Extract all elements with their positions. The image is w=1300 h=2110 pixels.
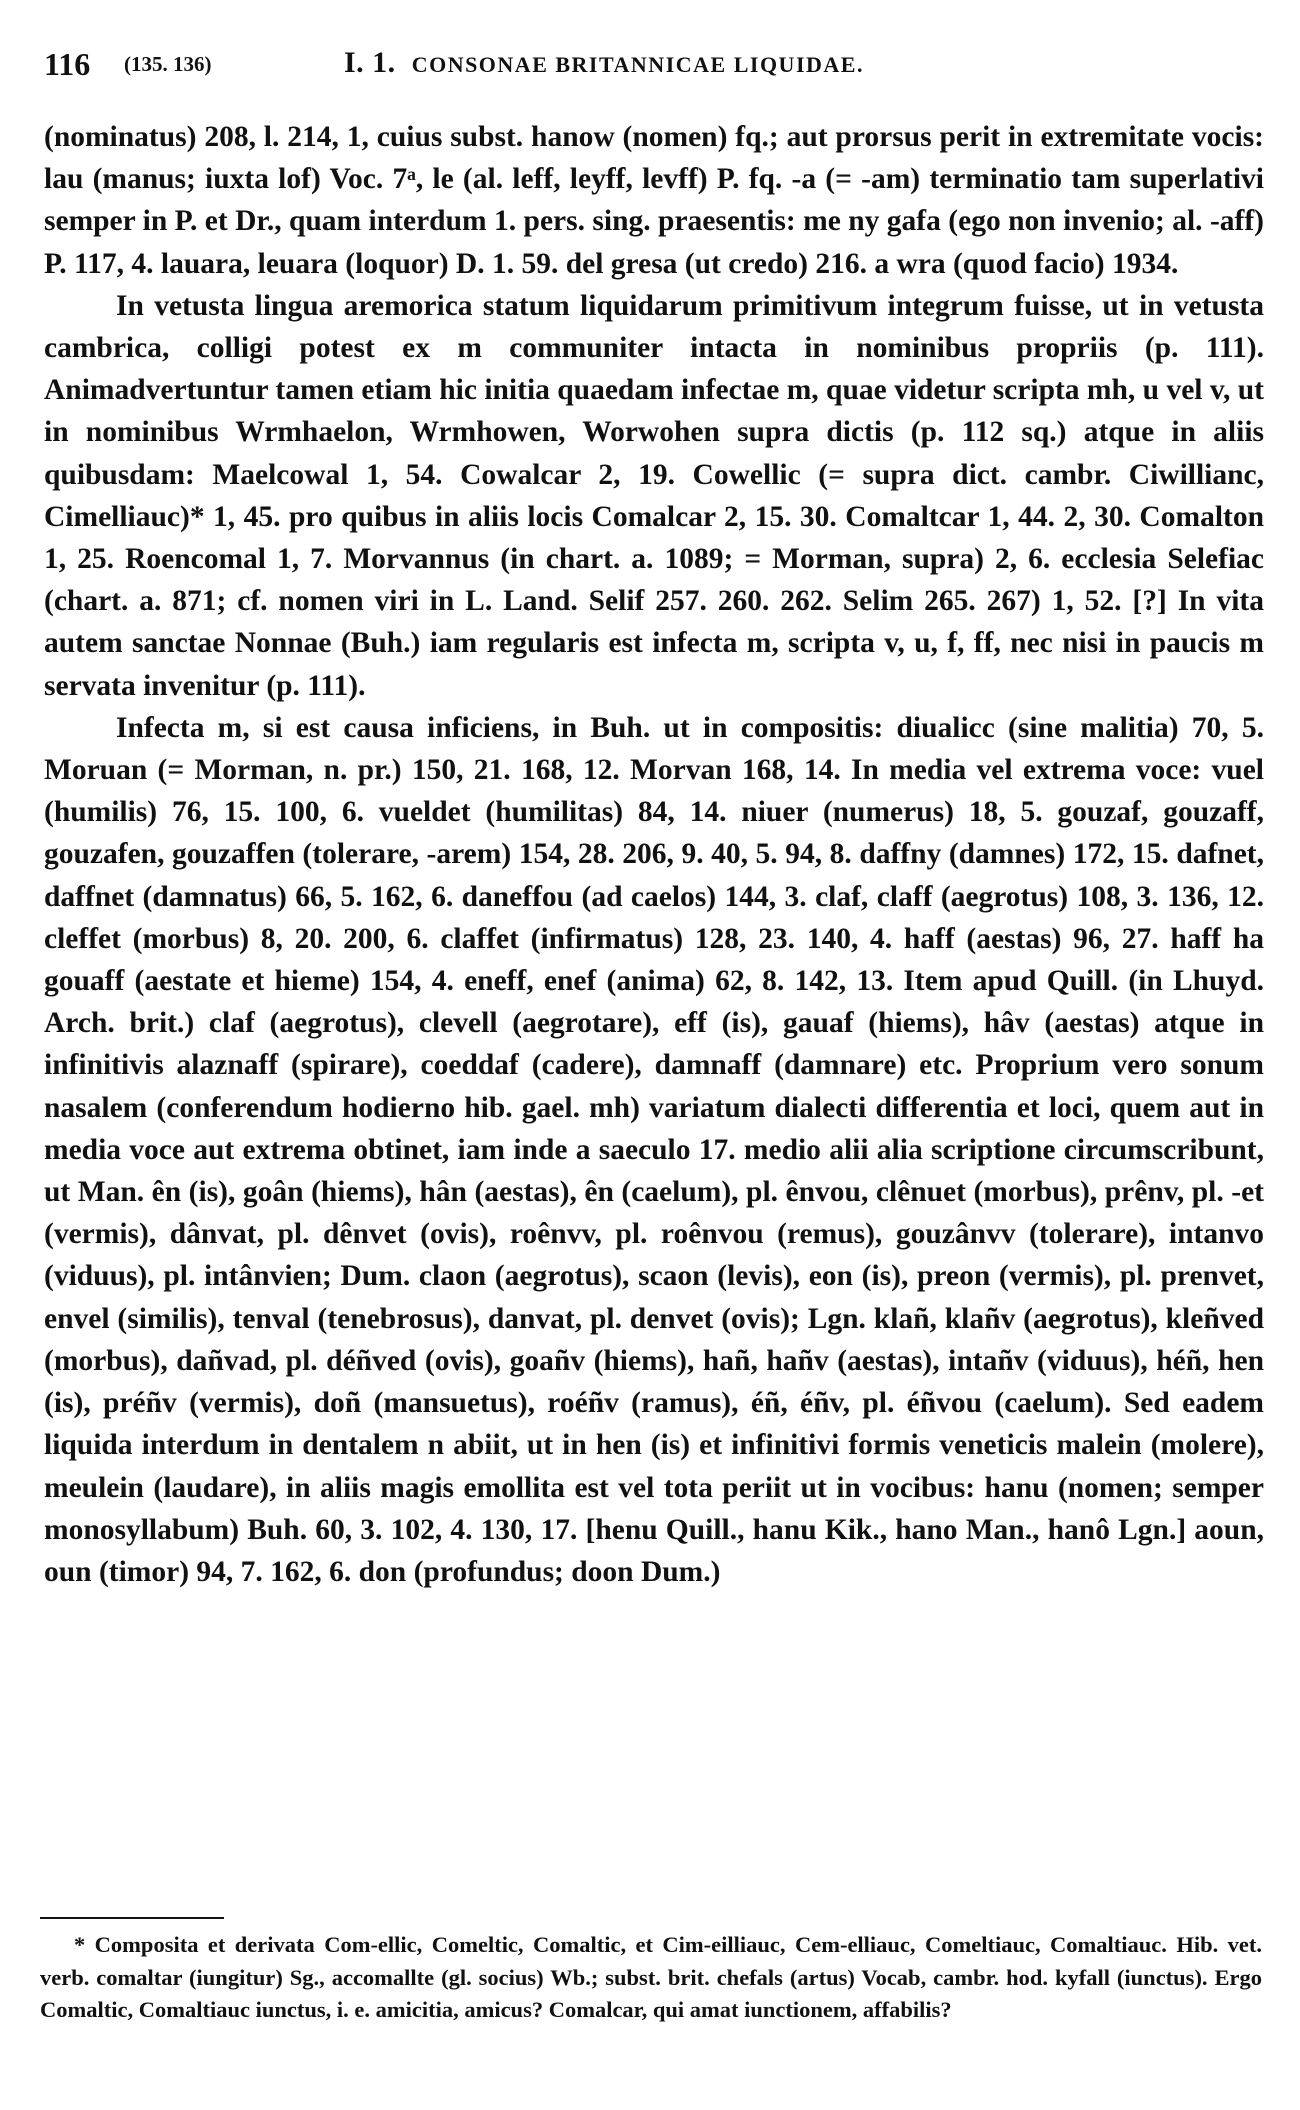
running-header (40, 36, 1260, 102)
running-title-text: CONSONAE BRITANNICAE LIQUIDAE. (411, 52, 864, 77)
paragraph-3: Infecta m, si est causa inficiens, in Buh. ut in compositis: diualicc (sine malitia) 70, 5. Moruan (= Morman, n. pr.) 150, 21. 168, 12. Morvan 168, 14. In media vel extrema voce: vuel (humilis) 76, 15. 100, 6. vueldet (humilitas) 84, 14. niuer (numerus) 18, 5. gouzaf, gouzaff, gouzafen, gouzaffen (tolerare, -arem) 154, 28. 206, 9. 40, 5. 94, 8. daffny (damnes) 172, 15. dafnet, daffnet (damnatus) 66, 5. 162, 6. daneffou (ad caelos) 144, 3. claf, claff (aegrotus) 108, 3. 136, 12. cleffet (morbus) 8, 20. 200, 6. claffet (infirmatus) 128, 23. 140, 4. haff (aestas) 96, 27. haff ha gouaff (aestate et hieme) 154, 4. eneff, enef (anima) 62, 8. 142, 13. Item apud Quill. (in Lhuyd. Arch. brit.) claf (aegrotus), clevell (aegrotare), eff (is), gauaf (hiems), hâv (aestas) atque in infinitivis alaznaff (spirare), coeddaf (cadere), damnaff (damnare) etc. Proprium vero sonum nasalem (conferendum hodierno hib. gael. mh) variatum dialecti differentia et loci, quem aut in media voce aut extrema obtinet, iam inde a saeculo 17. medio alii alia scriptione circumscribunt, ut Man. ên (is), goân (hiems), hân (aestas), ên (caelum), pl. ênvou, clênuet (morbus), prênv, pl. -et (vermis), dânvat, pl. dênvet (ovis), roênvv, pl. roênvou (remus), gouzânvv (tolerare), intanvo (viduus), pl. intânvien; Dum. claon (aegrotus), scaon (levis), eon (is), preon (vermis), pl. prenvet, envel (similis), tenval (tenebrosus), danvat, pl. denvet (ovis); Lgn. klañ, klañv (aegrotus), kleñved (morbus), dañvad, pl. déñved (ovis), goañv (hiems), hañ, hañv (aestas), intañv (viduus), héñ, hen (is), préñv (vermis), doñ (mansuetus), roéñv (ramus), éñ, éñv, pl. éñvou (caelum). Sed eadem liquida interdum in dentalem n abiit, ut in hen (is) et infinitivi formis veneticis malein (molere), meulein (laudare), in aliis magis emollita est vel tota periit ut in vocibus: hanu (nomen; semper monosyllabum) Buh. 60, 3. 102, 4. 130, 17. [henu Quill., hanu Kik., hano Man., hanô Lgn.] aoun, oun (timor) 94, 7. 162, 6. don (profundus; doon Dum.) (44, 711, 1264, 1588)
running-title (344, 46, 864, 80)
running-title-prefix: I. 1. (344, 46, 396, 79)
page (40, 36, 1264, 1588)
footnote-divider (40, 1917, 224, 1919)
page-number: 116 (44, 46, 91, 82)
section-reference: (135. 136) (124, 52, 212, 76)
paragraph-2: In vetusta lingua aremorica statum liquidarum primitivum integrum fuisse, ut in vetusta cambrica, colligi potest ex m communiter intacta in nominibus propriis (p. 111). Animadvertuntur tamen etiam hic initia quaedam infectae m, quae videtur scripta mh, u vel v, ut in nominibus Wrmhaelon, Wrmhowen, Worwohen supra dictis (p. 112 sq.) atque in aliis quibusdam: Maelcowal 1, 54. Cowalcar 2, 19. Cowellic (= supra dict. cambr. Ciwillianc, Cimelliauc)* 1, 45. pro quibus in aliis locis Comalcar 2, 15. 30. Comaltcar 1, 44. 2, 30. Comalton 1, 25. Roencomal 1, 7. Morvannus (in chart. a. 1089; = Morman, supra) 2, 6. ecclesia Selefiac (chart. a. 871; cf. nomen viri in L. Land. Selif 257. 260. 262. Selim 265. 267) 1, 52. [?] In vita autem sanctae Nonnae (Buh.) iam regularis est infecta m, scripta v, u, f, ff, nec nisi in paucis m servata invenitur (p. 111). (44, 289, 1264, 702)
paragraph-1: (nominatus) 208, l. 214, 1, cuius subst. hanow (nomen) fq.; aut prorsus perit in extremitate vocis: lau (manus; iuxta lof) Voc. 7ᵃ, le (al. leff, leyff, levff) P. fq. -a (= -am) terminatio tam superlativi semper in P. et Dr., quam interdum 1. pers. sing. praesentis: me ny gafa (ego non invenio; al. -aff) P. 117, 4. lauara, leuara (loquor) D. 1. 59. del gresa (ut credo) 216. a wra (quod facio) 1934. (44, 121, 1264, 280)
footnote: * Composita et derivata Com-ellic, Comeltic, Comaltic, et Cim-eilliauc, Cem-elliauc, Comeltiauc, Comaltiauc. Hib. vet. verb. comaltar (iungitur) Sg., accomallte (gl. socius) Wb.; subst. brit. chefals (artus) Vocab, cambr. hod. kyfall (iunctus). Ergo Comaltic, Comaltiauc iunctus, i. e. amicitia, amicus? Comalcar, qui amat iunctionem, affabilis? (40, 1932, 1262, 2022)
main-text (44, 116, 1264, 1593)
